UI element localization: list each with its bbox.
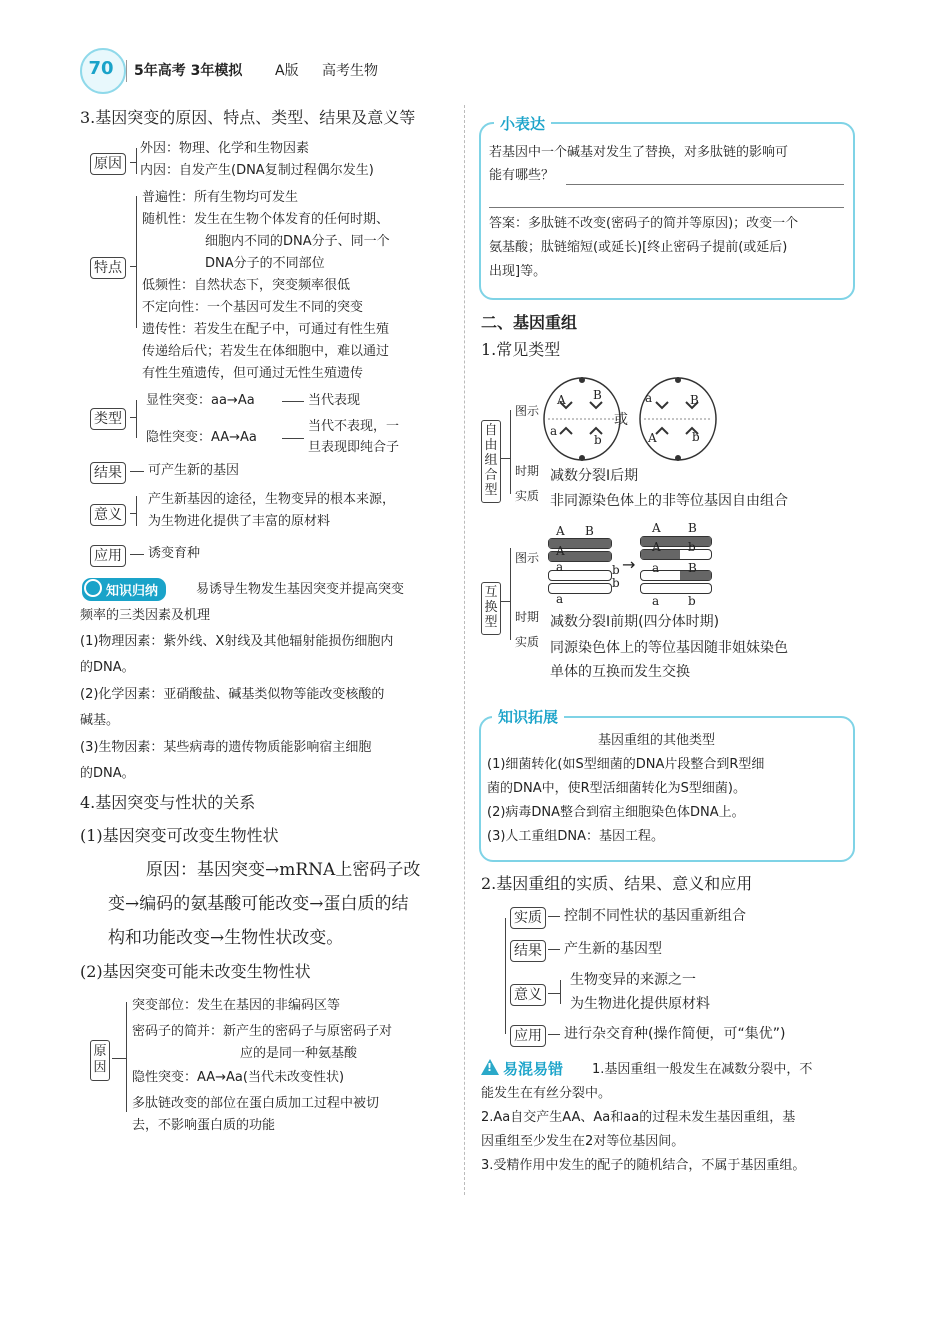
- book-title: 5年高考 3年模拟: [134, 63, 243, 79]
- cause-ext: 外因：物理、化学和生物因素: [140, 141, 310, 156]
- arrow-icon: →: [622, 555, 636, 574]
- label-period: 时期: [515, 464, 540, 478]
- reason-degeneracy-2: 应的是同一种氨基酸: [240, 1046, 358, 1061]
- allele-label: B: [688, 521, 697, 535]
- allele-label: b: [612, 563, 620, 577]
- factor-chemical-1: (2)化学因素：亚硝酸盐、碱基类似物等能改变核酸的: [80, 687, 385, 702]
- type-recessive-result-2: 旦表现即纯合子: [308, 440, 400, 455]
- allele-label: b: [688, 540, 696, 554]
- application-box: 应用: [90, 545, 126, 567]
- factor-biological-1: (3)生物因素：某些病毒的遗传物质能影响宿主细胞: [80, 740, 372, 755]
- section4-reason-2: 变→编码的氨基酸可能改变→蛋白质的结: [108, 894, 409, 914]
- label-diagram: 图示: [515, 404, 540, 418]
- chromosome: [640, 583, 712, 594]
- or-text: 或: [614, 412, 628, 428]
- mini-answer-1: 答案：多肽链不改变(密码子的简并等原因)；改变一个: [489, 216, 799, 231]
- type-dominant-result: 当代表现: [308, 393, 361, 408]
- type-recessive: 隐性突变：AA→Aa: [146, 430, 257, 445]
- result-box: 结果: [90, 462, 126, 484]
- dash: [282, 438, 304, 439]
- section4-reason-3: 构和功能改变→生物性状改变。: [108, 928, 344, 948]
- warning-mark: !: [487, 1061, 493, 1074]
- feat-universal: 普遍性：所有生物均可发生: [142, 190, 299, 205]
- allele-label: B: [688, 561, 697, 575]
- feat-heritable-2: 传递给后代；若发生在体细胞中，难以通过: [142, 344, 390, 359]
- reason-processing-1: 多肽链改变的部位在蛋白质加工过程中被切: [132, 1096, 380, 1111]
- allele-label: a: [556, 560, 564, 574]
- mini-answer-3: 出现]等。: [489, 264, 547, 279]
- application-text-right: 进行杂交育种(操作简便，可“集优”): [564, 1026, 786, 1042]
- allele-label: B: [585, 524, 594, 538]
- extension-title: 基因重组的其他类型: [598, 733, 716, 748]
- feat-heritable-1: 遗传性：若发生在配子中，可通过有性生殖: [142, 322, 390, 337]
- allele-label: b: [612, 576, 620, 590]
- factor-biological-2: 的DNA。: [80, 766, 135, 781]
- type-box: 类型: [90, 408, 126, 430]
- section3-title: 3.基因突变的原因、特点、类型、结果及意义等: [80, 108, 416, 127]
- feat-random-2: 细胞内不同的DNA分子、同一个: [205, 234, 390, 249]
- allele-label: A: [652, 521, 661, 535]
- confusable-2a: 2.Aa自交产生AA、Aa和aa的过程未发生基因重组，基: [481, 1110, 796, 1125]
- knowledge-extension-tag: 知识拓展: [492, 706, 564, 727]
- allele-label: A: [648, 431, 657, 445]
- allele-label: a: [652, 561, 660, 575]
- feat-random-3: DNA分子的不同部位: [205, 256, 325, 271]
- mini-answer-2: 氨基酸；肽链缩短(或延长)[终止密码子提前(或延后): [489, 240, 788, 255]
- feat-heritable-3: 有性生殖遗传，但可通过无性生殖遗传: [142, 366, 364, 381]
- allele-label: A: [556, 544, 565, 558]
- allele-label: a: [550, 424, 558, 438]
- mini-question-1: 若基因中一个碱基对发生了替换，对多肽链的影响可: [489, 145, 789, 160]
- confusable-errors-tag: 易混易错: [503, 1060, 564, 1078]
- extension-1a: (1)细菌转化(如S型细菌的DNA片段整合到R型细: [487, 757, 765, 772]
- chromosome: [640, 570, 712, 581]
- application-text: 诱变育种: [148, 546, 201, 561]
- significance-1: 产生新基因的途径，生物变异的根本来源，: [148, 492, 396, 507]
- crossover-essence-1: 同源染色体上的等位基因随非姐妹染色: [550, 640, 788, 656]
- section-two-title: 二、基因重组: [481, 313, 578, 332]
- cell-division-diagram: [540, 372, 720, 468]
- feat-undirected: 不定向性：一个基因可发生不同的突变: [142, 300, 364, 315]
- allele-label: A: [556, 524, 565, 538]
- label-essence: 实质: [515, 489, 540, 503]
- subject: 高考生物: [322, 63, 378, 79]
- bracket: [126, 1002, 127, 1112]
- free-essence: 非同源染色体上的非等位基因自由组合: [550, 493, 788, 509]
- dash: [282, 401, 304, 402]
- section4-sub2: (2)基因突变可能未改变生物性状: [80, 962, 311, 981]
- feat-low: 低频性：自然状态下，突变频率很低: [142, 278, 351, 293]
- type-recessive-result-1: 当代不表现，一: [308, 419, 400, 434]
- magnifier-icon: [84, 579, 102, 597]
- label-period: 时期: [515, 610, 540, 624]
- mini-expression-tag: 小表达: [494, 113, 551, 134]
- knowledge-summary-intro-2: 频率的三类因素及机理: [80, 608, 211, 623]
- answer-line: [489, 207, 844, 208]
- section4-reason-1: 原因：基因突变→mRNA上密码子改: [146, 860, 421, 880]
- mini-question-2: 能有哪些？: [489, 168, 555, 183]
- essence-box: 实质: [510, 907, 546, 929]
- section4-title: 4.基因突变与性状的关系: [80, 793, 256, 812]
- allele-label: a: [556, 592, 564, 606]
- bracket: [510, 548, 511, 640]
- confusable-1b: 能发生在有丝分裂中。: [481, 1086, 612, 1101]
- knowledge-summary-intro-1: 易诱导生物发生基因突变并提高突变: [196, 582, 405, 597]
- bracket: [560, 980, 561, 1004]
- significance-right-2: 为生物进化提供原材料: [570, 996, 710, 1012]
- factor-physical-1: (1)物理因素：紫外线、X射线及其他辐射能损伤细胞内: [80, 634, 394, 649]
- knowledge-summary-tag: 知识归纳: [82, 578, 166, 601]
- allele-label: a: [652, 594, 660, 608]
- significance-box-right: 意义: [510, 984, 546, 1006]
- tree-trunk: [505, 918, 506, 1034]
- reason-processing-2: 去，不影响蛋白质的功能: [132, 1118, 276, 1133]
- essence-text: 控制不同性状的基因重新组合: [564, 908, 746, 924]
- free-period: 减数分裂Ⅰ后期: [550, 468, 639, 484]
- significance-2: 为生物进化提供了丰富的原材料: [148, 514, 331, 529]
- reason-recessive: 隐性突变：AA→Aa(当代未改变性状): [132, 1070, 345, 1085]
- cause-box: 原因: [90, 153, 126, 175]
- crossover-period: 减数分裂Ⅰ前期(四分体时期): [550, 614, 720, 630]
- page-number: 70: [88, 58, 114, 79]
- extension-3: (3)人工重组DNA：基因工程。: [487, 829, 665, 844]
- chromosome: [640, 536, 712, 547]
- significance-box: 意义: [90, 504, 126, 526]
- bracket: [136, 196, 137, 328]
- allele-label: B: [593, 388, 602, 402]
- common-types-title: 1.常见类型: [481, 340, 561, 359]
- answer-line: [566, 184, 844, 185]
- bracket: [136, 148, 137, 174]
- factor-physical-2: 的DNA。: [80, 660, 135, 675]
- confusable-3: 3.受精作用中发生的配子的随机结合，不属于基因重组。: [481, 1158, 806, 1173]
- allele-label: A: [557, 393, 566, 407]
- extension-2: (2)病毒DNA整合到宿主细胞染色体DNA上。: [487, 805, 745, 820]
- allele-label: b: [688, 594, 696, 608]
- allele-label: A: [652, 540, 661, 554]
- feat-random-1: 随机性：发生在生物个体发育的任何时期、: [142, 212, 390, 227]
- label-diagram: 图示: [515, 551, 540, 565]
- reason-box: 原因: [90, 1040, 110, 1081]
- reason-degeneracy-1: 密码子的简并：新产生的密码子与原密码子对: [132, 1024, 393, 1039]
- reason-noncoding: 突变部位：发生在基因的非编码区等: [132, 998, 341, 1013]
- bracket: [136, 496, 137, 526]
- section4-sub1: (1)基因突变可改变生物性状: [80, 826, 279, 845]
- type-dominant: 显性突变：aa→Aa: [146, 393, 255, 408]
- header-divider: [126, 60, 127, 82]
- bracket: [136, 400, 137, 438]
- bracket: [510, 410, 511, 494]
- cause-int: 内因：自发产生(DNA复制过程偶尔发生): [140, 163, 374, 178]
- crossover-box: 互换型: [481, 582, 501, 635]
- result-text-right: 产生新的基因型: [564, 941, 662, 957]
- result-box-right: 结果: [510, 940, 546, 962]
- column-divider: [464, 105, 465, 1195]
- extension-1b: 菌的DNA中，使R型活细菌转化为S型细菌)。: [487, 781, 746, 796]
- crossover-essence-2: 单体的互换而发生交换: [550, 664, 690, 680]
- result-text: 可产生新的基因: [148, 463, 240, 478]
- significance-right-1: 生物变异的来源之一: [570, 972, 696, 988]
- allele-label: b: [594, 433, 602, 447]
- edition: A版: [275, 63, 299, 79]
- label-essence: 实质: [515, 635, 540, 649]
- allele-label: a: [645, 391, 653, 405]
- confusable-2b: 因重组至少发生在2对等位基因间。: [481, 1134, 685, 1149]
- chromosome: [640, 549, 712, 560]
- factor-chemical-2: 碱基。: [80, 713, 120, 728]
- confusable-1a: 1.基因重组一般发生在减数分裂中，不: [592, 1062, 813, 1077]
- feature-box: 特点: [90, 257, 126, 279]
- free-combination-box: 自由组合型: [481, 420, 501, 503]
- allele-label: B: [690, 393, 699, 407]
- application-box-right: 应用: [510, 1025, 546, 1047]
- recombination-essence-title: 2.基因重组的实质、结果、意义和应用: [481, 874, 753, 893]
- allele-label: b: [692, 430, 700, 444]
